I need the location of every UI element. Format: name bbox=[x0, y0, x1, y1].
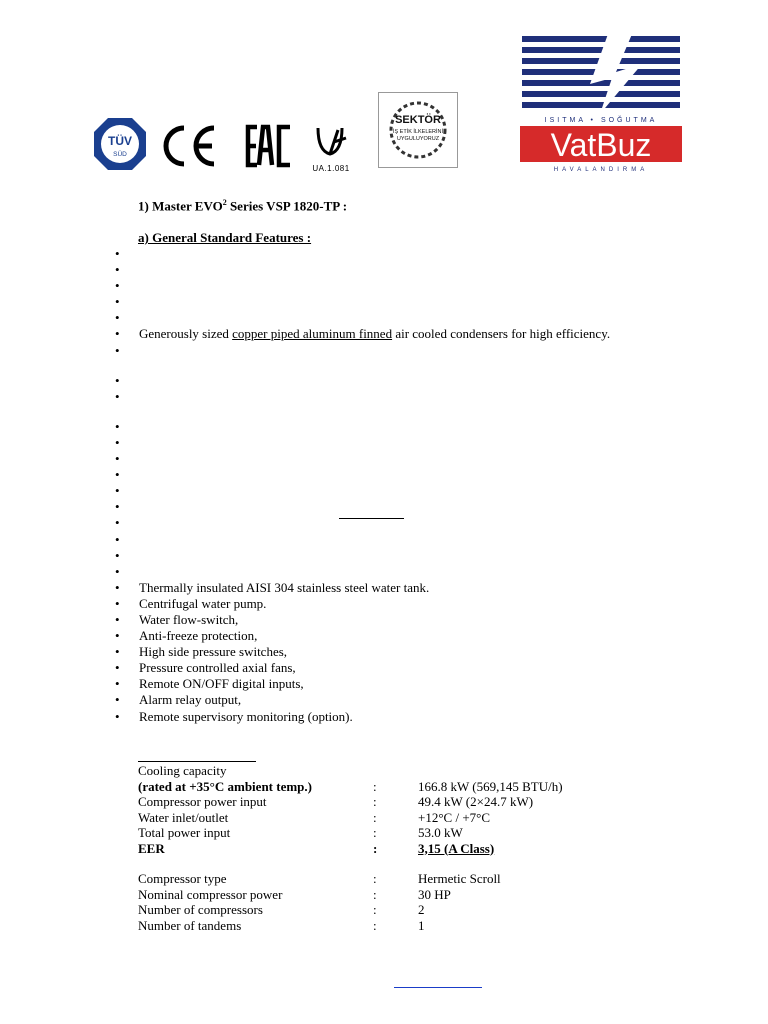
table-row bbox=[138, 763, 698, 779]
vatbuz-top-text: ISITMA • SOĞUTMA bbox=[544, 117, 658, 124]
spec-value: 166.8 kW (569,145 BTU/h) bbox=[418, 778, 563, 794]
features-list bbox=[118, 246, 718, 725]
spec-heading-underline bbox=[138, 761, 256, 762]
spec-label: Total power input bbox=[138, 825, 231, 840]
ua-number: UA.1.081 bbox=[312, 164, 350, 173]
list-item bbox=[118, 548, 718, 564]
list-item bbox=[118, 326, 718, 342]
sektor-badge-logo bbox=[378, 92, 458, 168]
spec-label: Number of tandems bbox=[138, 917, 242, 933]
spec-table bbox=[138, 763, 698, 933]
list-item bbox=[118, 515, 718, 531]
table-row bbox=[138, 918, 698, 934]
tuv-sud-logo bbox=[92, 116, 148, 172]
table-row bbox=[138, 887, 698, 903]
spec-value: +12°C / +7°C bbox=[418, 809, 491, 825]
list-item bbox=[118, 278, 718, 294]
spec-label: (rated at +35°C ambient temp.) bbox=[138, 778, 312, 794]
list-item bbox=[118, 262, 718, 278]
list-item bbox=[118, 435, 718, 451]
table-row bbox=[138, 871, 698, 887]
spec-value: 2 bbox=[418, 902, 425, 917]
list-item bbox=[118, 467, 718, 483]
spec-label: Number of compressors bbox=[138, 902, 263, 917]
vatbuz-bottom-text: HAVALANDIRMA bbox=[553, 167, 649, 173]
spec-colon: : bbox=[373, 902, 377, 917]
eac-mark-logo bbox=[245, 124, 293, 168]
list-item: • Centrifugal water pump. bbox=[118, 596, 718, 612]
sektor-line2: UYGULUYORUZ bbox=[396, 136, 440, 142]
heading-prefix: 1) Master EVO bbox=[138, 198, 223, 214]
spec-value: 53.0 kW bbox=[418, 825, 463, 840]
sektor-badge-icon bbox=[379, 93, 457, 167]
list-item bbox=[118, 419, 718, 435]
list-item bbox=[118, 483, 718, 499]
table-row bbox=[138, 841, 698, 857]
ce-mark-logo bbox=[160, 124, 218, 168]
features-subheading: a) General Standard Features : bbox=[138, 230, 312, 245]
spec-value: 30 HP bbox=[418, 886, 451, 902]
sektor-title: SEKTÖR bbox=[395, 114, 441, 126]
spec-value: 3,15 (A Class) bbox=[418, 840, 495, 856]
list-item: • Water flow-switch, bbox=[118, 612, 718, 628]
list-item bbox=[118, 389, 718, 405]
spec-label: Cooling capacity bbox=[138, 763, 227, 778]
list-item: • Anti-freeze protection, bbox=[118, 628, 718, 644]
list-item bbox=[118, 373, 718, 389]
spec-label: Water inlet/outlet bbox=[138, 809, 229, 825]
list-item: • Thermally insulated AISI 304 stainless steel water tank. bbox=[118, 580, 718, 596]
condenser-pre: Generously sized bbox=[139, 326, 233, 342]
list-item bbox=[118, 246, 718, 262]
spec-value: Hermetic Scroll bbox=[418, 871, 501, 886]
spec-label: EER bbox=[138, 840, 165, 856]
sektor-line1: İŞ ETİK İLKELERİNİ bbox=[392, 129, 444, 135]
list-item bbox=[118, 343, 718, 359]
spec-label: Compressor power input bbox=[138, 794, 267, 809]
table-row bbox=[138, 779, 698, 795]
list-item bbox=[118, 564, 718, 580]
spec-colon: : bbox=[373, 778, 377, 794]
list-item: • Remote ON/OFF digital inputs, bbox=[118, 676, 718, 692]
list-item bbox=[118, 499, 718, 515]
condenser-underlined: copper piped aluminum finned bbox=[232, 326, 393, 342]
spec-colon: : bbox=[373, 886, 377, 902]
list-item bbox=[118, 532, 718, 548]
spec-value: 1 bbox=[418, 917, 425, 933]
spec-value: 49.4 kW (2×24.7 kW) bbox=[418, 794, 534, 809]
vatbuz-logo bbox=[520, 34, 682, 174]
spec-colon: : bbox=[373, 825, 377, 840]
spacer bbox=[138, 856, 698, 871]
ua-mark-logo bbox=[308, 126, 354, 172]
underline-fragment bbox=[339, 518, 404, 519]
spec-colon: : bbox=[373, 840, 378, 856]
list-item: • Remote supervisory monitoring (option). bbox=[118, 709, 718, 725]
condenser-post: air cooled condensers for high efficiency. bbox=[392, 326, 611, 342]
spec-label: Compressor type bbox=[138, 871, 227, 886]
list-item bbox=[118, 451, 718, 467]
list-item: • High side pressure switches, bbox=[118, 644, 718, 660]
ua-mark-icon bbox=[308, 126, 354, 158]
list-item: • Pressure controlled axial fans, bbox=[118, 660, 718, 676]
heading-sup: 2 bbox=[222, 198, 227, 207]
heading-suffix: Series VSP 1820-TP : bbox=[226, 198, 348, 214]
list-item: • Alarm relay output, bbox=[118, 692, 718, 708]
footer-link-underline[interactable] bbox=[394, 987, 482, 988]
spec-colon: : bbox=[373, 871, 377, 886]
spec-colon: : bbox=[373, 794, 377, 809]
tuv-text: TÜV bbox=[108, 134, 132, 148]
spec-label: Nominal compressor power bbox=[138, 886, 283, 902]
spec-colon: : bbox=[373, 917, 377, 933]
spec-colon: : bbox=[373, 809, 377, 825]
list-item bbox=[118, 294, 718, 310]
table-row bbox=[138, 810, 698, 826]
table-row bbox=[138, 794, 698, 810]
vatbuz-name: VatBuz bbox=[550, 127, 652, 163]
table-row bbox=[138, 902, 698, 918]
series-heading bbox=[138, 198, 347, 214]
sud-text: SÜD bbox=[113, 151, 127, 158]
table-row bbox=[138, 825, 698, 841]
list-item bbox=[118, 310, 718, 326]
